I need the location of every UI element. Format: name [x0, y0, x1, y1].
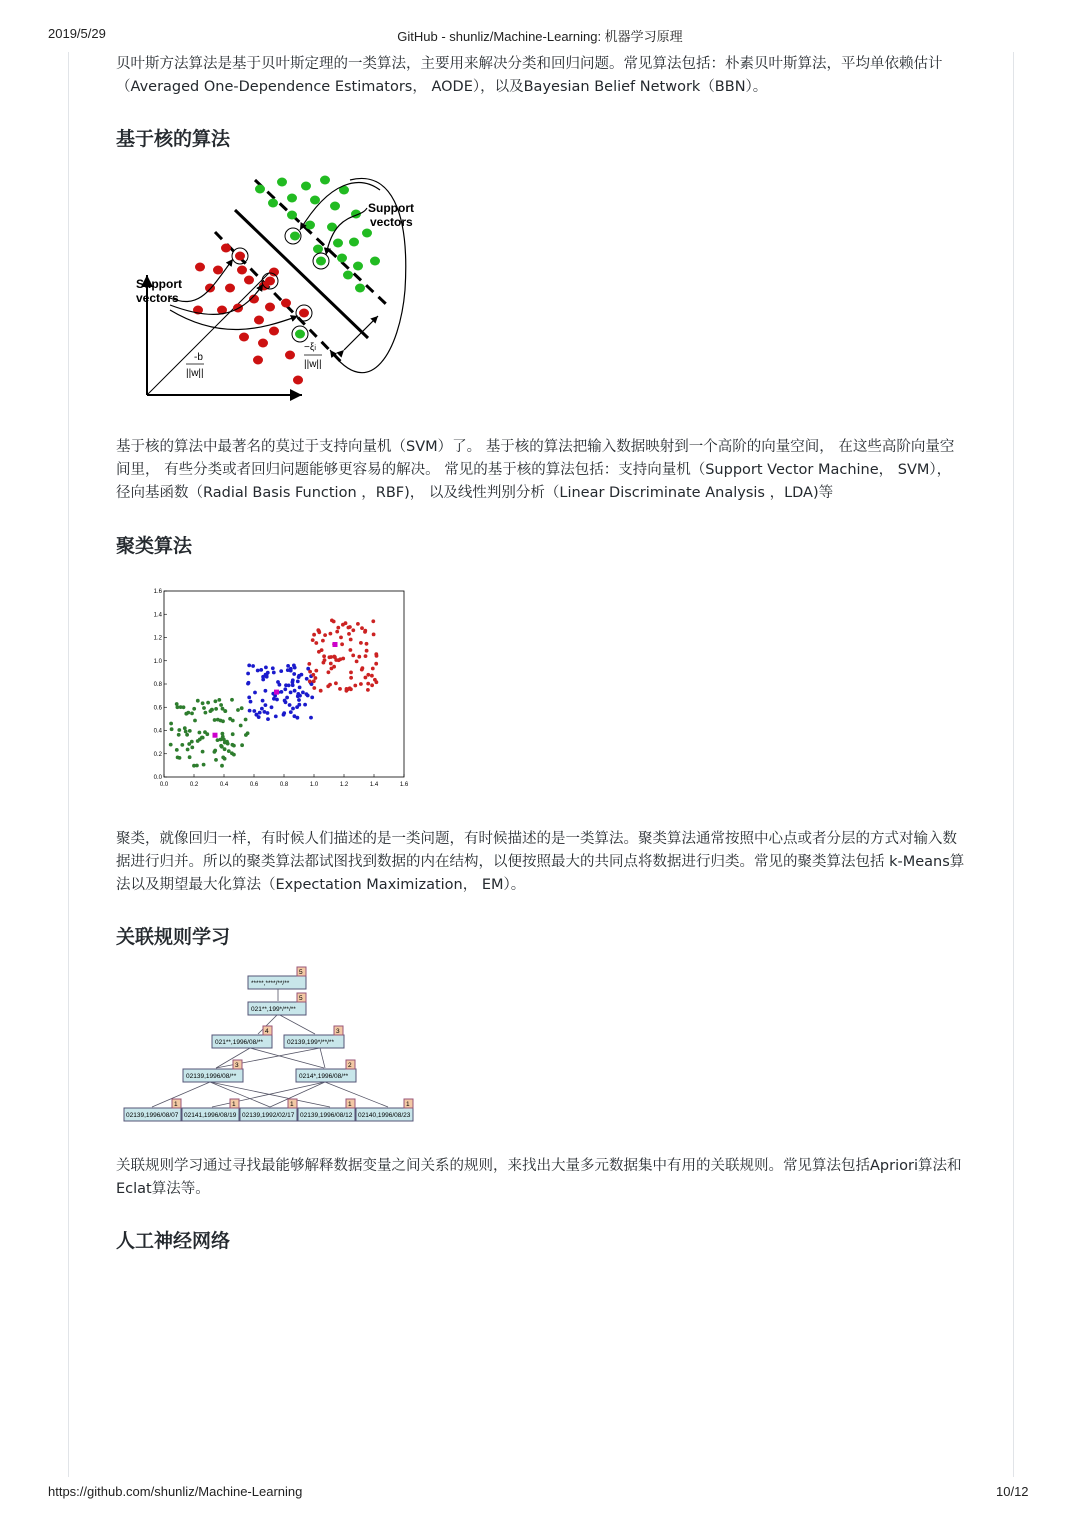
cluster-red-point	[349, 638, 353, 642]
cluster-blue-point	[293, 714, 297, 718]
cluster-red-point	[329, 632, 333, 636]
cluster-blue-point	[274, 715, 278, 719]
cluster-blue-point	[272, 671, 276, 675]
cluster-red-point	[363, 629, 367, 633]
cluster-red-point	[359, 682, 363, 686]
cluster-scatter-chart	[140, 583, 412, 791]
clustering-heading: 聚类算法	[116, 535, 193, 557]
svm-slack-label-num: −ξ	[304, 342, 315, 353]
x-tick-label: 1.0	[309, 782, 319, 788]
cluster-red-point	[330, 667, 334, 671]
cluster-green-point	[216, 738, 220, 742]
cluster-green-point	[214, 699, 218, 703]
svg-text:Support	[368, 201, 414, 215]
cluster-green-point	[186, 748, 190, 752]
cluster-blue-point	[303, 703, 307, 707]
cluster-red-point	[370, 683, 374, 687]
cluster-red-point	[364, 654, 368, 658]
cluster-blue-point	[266, 717, 270, 721]
y-tick-label: 1.6	[153, 589, 162, 595]
cluster-blue-point	[292, 672, 296, 676]
cluster-red-point	[319, 689, 323, 693]
tree-leaf-2-count: 1	[232, 1101, 236, 1108]
cluster-blue-point	[288, 703, 292, 707]
cluster-red-point	[320, 648, 324, 652]
cluster-red-point	[333, 655, 337, 659]
cluster-red-point	[339, 636, 343, 640]
cluster-blue-point	[248, 709, 252, 713]
cluster-green-point	[244, 718, 248, 722]
cluster-green-point	[184, 730, 188, 734]
svg-text:||w||	[304, 359, 322, 370]
cluster-red-point	[312, 679, 316, 683]
cluster-red-point	[348, 625, 352, 629]
cluster-green-point	[169, 722, 173, 726]
svm-red-support-fill	[265, 277, 309, 318]
cluster-green-point	[214, 707, 218, 711]
cluster-blue-point	[266, 671, 270, 675]
tree-root: *****,****/**/**	[251, 980, 290, 987]
cluster-green-point	[219, 703, 223, 707]
cluster-green-point	[180, 743, 184, 747]
cluster-red-point	[365, 642, 369, 646]
cluster-blue-point	[252, 709, 256, 713]
cluster-blue-point	[293, 666, 297, 670]
tree-leaf-5: 02140,1996/08/23	[358, 1112, 411, 1119]
cluster-green-point	[186, 711, 190, 715]
cluster-green-point	[187, 742, 191, 746]
svg-text:−ξi	[304, 342, 316, 353]
tree-level1: 021**,199*/**/**	[251, 1006, 296, 1013]
cluster-red-point	[326, 684, 330, 688]
cluster-red-point	[349, 676, 353, 680]
kernel-heading: 基于核的算法	[116, 128, 231, 150]
cluster-blue-point	[256, 669, 260, 673]
y-tick-label: 0.0	[153, 775, 162, 781]
cluster-green-point	[230, 698, 234, 702]
cluster-blue-point	[255, 713, 259, 717]
cluster-centroid	[333, 642, 338, 647]
y-tick-label: 0.2	[153, 751, 162, 758]
cluster-red-point	[328, 655, 332, 659]
cluster-green-point	[205, 732, 209, 736]
cluster-green-point	[202, 706, 206, 710]
cluster-blue-point	[289, 710, 293, 714]
svm-label-right-line1: Support	[368, 201, 414, 215]
tree-leaf-3: 02139,1992/02/17	[242, 1112, 295, 1119]
cluster-red-point	[370, 674, 374, 678]
x-tick-label: 1.4	[369, 782, 379, 788]
cluster-red-point	[314, 676, 318, 680]
tree-leaf-1: 02139,1996/08/07	[126, 1112, 179, 1119]
cluster-blue-point	[291, 678, 295, 682]
svm-offset-label-den: ||w||	[186, 368, 204, 379]
cluster-red-point	[353, 684, 357, 688]
cluster-red-point	[359, 641, 363, 645]
tree-leaf-4: 02139,1996/08/12	[300, 1112, 353, 1119]
x-tick-label: 0.8	[279, 782, 289, 788]
cluster-blue-point	[271, 666, 275, 670]
cluster-red-point	[361, 666, 365, 670]
cluster-green-point	[190, 746, 194, 750]
cluster-blue-point	[246, 672, 250, 676]
cluster-blue-point	[310, 696, 314, 700]
tree-level2-right-count: 3	[336, 1028, 340, 1035]
association-heading: 关联规则学习	[116, 926, 231, 948]
cluster-blue-point	[287, 684, 291, 688]
cluster-green-point	[188, 729, 192, 733]
cluster-blue-point	[283, 687, 287, 691]
y-tick-label: 0.8	[153, 682, 162, 688]
cluster-blue-point	[261, 675, 265, 679]
cluster-blue-point	[306, 694, 310, 698]
tree-level3-left: 02139,1996/08/**	[186, 1073, 237, 1080]
cluster-blue-point	[297, 675, 301, 679]
cluster-red-point	[374, 662, 378, 666]
cluster-green-point	[188, 755, 192, 759]
cluster-red-point	[311, 673, 315, 677]
tree-level3-left-count: 3	[235, 1062, 239, 1069]
cluster-red-point	[355, 660, 359, 664]
cluster-green-point	[201, 750, 205, 754]
svg-text:Support	[136, 277, 182, 291]
cluster-green-point	[220, 745, 224, 749]
tree-leaf-5-count: 1	[406, 1101, 410, 1108]
cluster-red-point	[365, 649, 369, 653]
cluster-green-point	[246, 731, 250, 735]
association-rule-tree	[120, 962, 420, 1126]
cluster-green-point	[193, 719, 197, 723]
cluster-green-point	[195, 764, 199, 768]
cluster-blue-point	[305, 677, 309, 681]
cluster-green-point	[177, 728, 181, 732]
cluster-red-point	[373, 678, 377, 682]
neural-network-heading: 人工神经网络	[116, 1230, 231, 1252]
svm-label-left-line1: Support	[136, 277, 182, 291]
x-tick-label: 0.4	[219, 782, 229, 788]
cluster-red-point	[366, 688, 370, 692]
cluster-blue-point	[298, 686, 302, 690]
x-tick-label: 1.2	[339, 782, 349, 788]
cluster-red-point	[374, 652, 378, 656]
cluster-red-point	[314, 669, 318, 673]
tree-level2-left: 021**,1996/08/**	[215, 1039, 264, 1046]
y-tick-label: 0.4	[153, 728, 162, 735]
cluster-red-point	[338, 687, 342, 691]
footer-url[interactable]: https://github.com/shunliz/Machine-Learning	[48, 1484, 303, 1499]
cluster-red-point	[364, 676, 368, 680]
cluster-green-point	[223, 709, 227, 713]
cluster-green-point	[239, 724, 243, 728]
cluster-blue-point	[264, 689, 268, 693]
svm-label-right-line2: vectors	[370, 215, 413, 229]
cluster-blue-point	[247, 696, 251, 700]
cluster-green-point	[177, 733, 181, 737]
print-date: 2019/5/29	[48, 26, 106, 41]
cluster-green-point	[201, 701, 205, 705]
cluster-centroid	[213, 733, 218, 738]
cluster-red-point	[366, 682, 370, 686]
cluster-red-point	[335, 630, 339, 634]
cluster-blue-point	[266, 711, 270, 715]
cluster-blue-point	[293, 689, 297, 693]
svm-offset-label-num: -b	[194, 352, 203, 363]
tree-leaf-3-count: 1	[290, 1101, 294, 1108]
cluster-blue-point	[249, 700, 253, 704]
svg-text:vectors	[370, 215, 413, 229]
cluster-red-point	[349, 671, 353, 675]
tree-level2-right: 02139,199*/**/**	[287, 1039, 334, 1046]
cluster-red-point	[346, 687, 350, 691]
tree-level3-right-count: 2	[348, 1062, 352, 1069]
cluster-green-point	[223, 741, 227, 745]
tree-leaf-1-count: 1	[174, 1101, 178, 1108]
cluster-green-point	[221, 735, 225, 739]
cluster-red-point	[366, 673, 370, 677]
y-tick-label: 1.2	[153, 635, 162, 642]
cluster-blue-point	[284, 700, 288, 704]
cluster-red-point	[308, 680, 312, 684]
cluster-blue-point	[289, 691, 293, 695]
cluster-green-point	[190, 712, 194, 716]
cluster-green-point	[200, 736, 204, 740]
cluster-red-point	[314, 641, 318, 645]
cluster-green-point	[213, 718, 217, 722]
cluster-red-point	[371, 667, 375, 671]
cluster-blue-point	[286, 664, 290, 668]
cluster-green-point	[220, 764, 224, 768]
cluster-green-point	[175, 748, 179, 752]
kernel-paragraph: 基于核的算法中最著名的莫过于支持向量机（SVM）了。 基于核的算法把输入数据映射到一个高阶的向量空间， 在这些高阶向量空间里， 有些分类或者回归问题能够更容易的解决。 常见的基于核的算法包括：支持向量机（Support Vector Machine， SVM）， 径向基函数（Radial Basis Function ，RBF)， 以及线性判别分析（Linear Discriminate Analysis ，LDA)等	[116, 439, 955, 501]
cluster-green-point	[185, 733, 189, 737]
cluster-blue-point	[276, 680, 280, 684]
svg-text:||w||	[186, 368, 204, 379]
cluster-red-point	[327, 670, 331, 674]
cluster-red-point	[329, 662, 333, 666]
cluster-green-point	[176, 705, 180, 709]
cluster-red-point	[360, 626, 364, 630]
cluster-green-point	[231, 743, 235, 747]
cluster-red-point	[330, 619, 334, 623]
cluster-red-point	[351, 654, 355, 658]
y-tick-label: 0.6	[153, 705, 162, 712]
svm-margin-upper	[255, 180, 386, 304]
cluster-blue-point	[270, 705, 274, 709]
tree-level1-count: 5	[299, 995, 303, 1002]
cluster-red-point	[322, 654, 326, 658]
cluster-green-point	[221, 756, 225, 760]
cluster-red-point	[307, 662, 311, 666]
cluster-blue-point	[261, 699, 265, 703]
tree-leaf-2: 02141,1996/08/19	[184, 1112, 237, 1119]
tree-leaf-4-count: 1	[348, 1101, 352, 1108]
cluster-blue-point	[259, 668, 263, 672]
cluster-blue-point	[291, 707, 295, 711]
cluster-red-point	[317, 630, 321, 634]
cluster-red-point	[321, 639, 325, 643]
cluster-blue-point	[285, 696, 289, 700]
cluster-blue-point	[296, 680, 300, 684]
cluster-red-point	[349, 648, 353, 652]
cluster-green-point	[198, 731, 202, 735]
cluster-green-point	[169, 743, 173, 747]
cluster-blue-point	[251, 664, 255, 668]
x-tick-label: 0.6	[249, 782, 259, 788]
bayes-paragraph: 贝叶斯方法算法是基于贝叶斯定理的一类算法，主要用来解决分类和回归问题。常见算法包括：朴素贝叶斯算法，平均单依赖估计（Averaged One-Dependence Estimators， AODE），以及Bayesian Belief Network（BBN）。	[116, 56, 943, 95]
cluster-blue-point	[253, 691, 257, 695]
cluster-blue-point	[272, 697, 276, 701]
cluster-red-point	[338, 657, 342, 661]
cluster-blue-point	[258, 711, 262, 715]
cluster-green-point	[231, 732, 235, 736]
cluster-green-point	[213, 750, 217, 754]
y-tick-label: 1.4	[153, 612, 162, 619]
svm-slack-label-den: ||w||	[304, 359, 322, 370]
x-tick-label: 0.0	[159, 782, 169, 788]
cluster-blue-point	[296, 694, 300, 698]
page-title: GitHub - shunliz/Machine-Learning: 机器学习原理	[397, 29, 683, 44]
cluster-red-point	[357, 655, 361, 659]
cluster-green-point	[178, 756, 182, 760]
cluster-red-point	[356, 622, 360, 626]
cluster-green-point	[219, 719, 223, 723]
svg-text:vectors	[136, 291, 179, 305]
cluster-red-point	[312, 686, 316, 690]
cluster-red-point	[351, 628, 355, 632]
svg-text:-b	[194, 352, 203, 363]
cluster-green-point	[240, 706, 244, 710]
cluster-red-point	[323, 633, 327, 637]
cluster-red-point	[334, 681, 338, 685]
cluster-red-point	[372, 633, 376, 637]
cluster-red-point	[311, 638, 315, 642]
cluster-red-point	[322, 661, 326, 665]
cluster-blue-point	[295, 705, 299, 709]
cluster-green-point	[214, 758, 218, 762]
cluster-green-point	[196, 699, 200, 703]
svm-label-left-line2: vectors	[136, 291, 179, 305]
cluster-green-point	[206, 701, 210, 705]
content-left-border	[68, 52, 69, 1477]
cluster-green-point	[170, 727, 174, 731]
cluster-red-point	[340, 642, 344, 646]
tree-root-count: 5	[299, 969, 303, 976]
cluster-red-point	[336, 626, 340, 630]
cluster-green-point	[240, 743, 244, 747]
cluster-green-point	[204, 711, 208, 715]
cluster-green-point	[217, 698, 221, 702]
cluster-green-point	[209, 709, 213, 713]
cluster-blue-point	[301, 691, 305, 695]
cluster-red-point	[308, 670, 312, 674]
y-tick-label: 1.0	[153, 658, 162, 665]
tree-level2-left-count: 4	[265, 1028, 269, 1035]
cluster-blue-point	[260, 707, 264, 711]
cluster-green-point	[236, 708, 240, 712]
cluster-blue-point	[291, 683, 295, 687]
cluster-blue-point	[280, 690, 284, 694]
cluster-blue-point	[264, 666, 268, 670]
cluster-red-point	[371, 619, 375, 623]
cluster-blue-point	[309, 716, 313, 720]
x-tick-label: 0.2	[189, 782, 199, 788]
cluster-blue-point	[279, 669, 283, 673]
cluster-green-point	[227, 749, 231, 753]
cluster-blue-point	[297, 698, 301, 702]
cluster-blue-point	[264, 703, 268, 707]
cluster-blue-point	[289, 667, 293, 671]
svm-slack-label-sub: i	[314, 345, 316, 352]
cluster-green-point	[175, 702, 179, 706]
clustering-paragraph: 聚类，就像回归一样，有时候人们描述的是一类问题，有时候描述的是一类算法。聚类算法通常按照中心点或者分层的方式对输入数据进行归并。所以的聚类算法都试图找到数据的内在结构，以便按照最大的共同点将数据进行归类。常见的聚类算法包括 k-Means算法以及期望最大化算法（Expectation Maximization， EM）。	[116, 831, 965, 893]
cluster-centroid	[274, 690, 279, 695]
x-tick-label: 1.6	[399, 782, 409, 788]
cluster-blue-point	[282, 711, 286, 715]
cluster-green-point	[196, 739, 200, 743]
cluster-red-point	[347, 632, 351, 636]
cluster-red-point	[312, 633, 316, 637]
cluster-green-point	[183, 726, 187, 730]
cluster-green-point	[192, 707, 196, 711]
association-paragraph: 关联规则学习通过寻找最能够解释数据变量之间关系的规则，来找出大量多元数据集中有用的关联规则。常见算法包括Apriori算法和Eclat算法等。	[116, 1158, 962, 1197]
cluster-green-point	[228, 717, 232, 721]
cluster-blue-point	[247, 664, 251, 668]
page-number: 10/12	[996, 1484, 1029, 1499]
cluster-red-point	[344, 621, 348, 625]
tree-level3-right: 0214*,1996/08/**	[299, 1073, 349, 1080]
svm-figure	[130, 170, 420, 402]
cluster-green-point	[202, 763, 206, 767]
cluster-blue-point	[247, 681, 251, 685]
content-right-border	[1013, 52, 1014, 1477]
cluster-green-point	[232, 753, 236, 757]
svm-arrow-left-3	[170, 310, 298, 330]
